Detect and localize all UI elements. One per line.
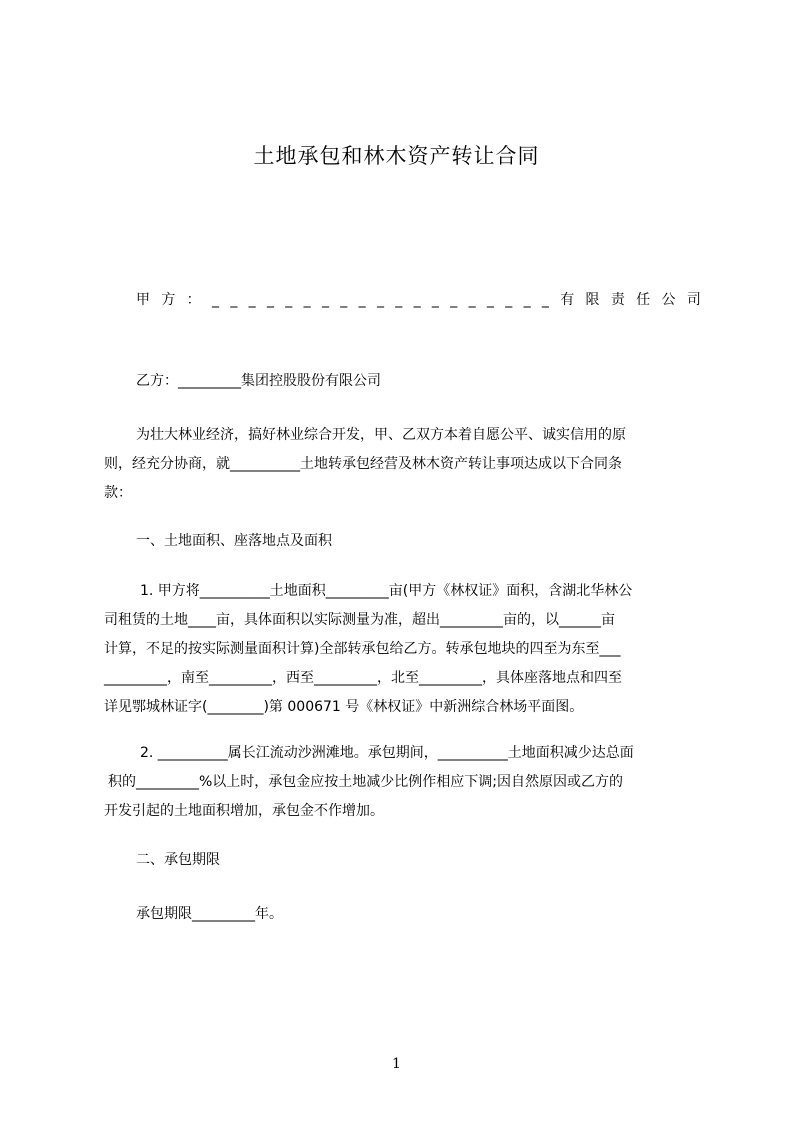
party-a-blank: _ [340,292,348,308]
clause-1-line: 1. 甲方将__________土地面积_________亩(甲方《林权证》面积，含湖北华林公 [140,583,633,599]
preamble-line: 款： [104,485,132,501]
term-line: 承包期限_________年。 [136,906,283,922]
party-a-char: 甲 [136,292,150,308]
preamble-paragraph [104,421,701,508]
clause-1-line: 计算，不足的按实际测量面积计算)全部转承包给乙方。转承包地块的四至为东至___ [104,641,621,657]
party-a-char: ： [186,292,201,308]
party-a-char: 方 [161,292,176,308]
party-a-blank: _ [523,292,531,308]
party-b-line: 乙方：_________集团控股股份有限公司 [136,373,381,389]
clause-2-line: 2. __________属长江流动沙洲滩地。承包期间，__________土地面积减少达总面 [140,745,634,761]
preamble-line: 则，经充分协商，就__________土地转承包经营及林木资产转让事项达成以下合同条 [104,456,622,472]
party-a-blank: _ [358,292,366,308]
section-2-heading: 二、承包期限 [136,852,220,868]
party-a-char: 司 [686,292,701,308]
party-a-char: 任 [636,292,651,308]
party-a-blank: _ [541,292,549,308]
preamble-line: 为壮大林业经济，搞好林业综合开发，甲、乙双方本着自愿公平、诚实信用的原 [136,427,626,443]
party-a-blank: _ [248,292,256,308]
clause-2-paragraph [104,739,701,826]
clause-1-line: 司租赁的土地____亩，具体面积以实际测量为准，超出_________亩的，以______亩 [104,612,615,628]
party-a-blank: _ [321,292,329,308]
party-a-char: 有 [560,292,575,308]
document-title: 土地承包和林木资产转让合同 [253,144,540,168]
party-a-blank: _ [468,292,476,308]
party-a-char: 责 [610,292,625,308]
clause-2-line: 积的_________%以上时，承包金应按土地减少比例作相应下调;因自然原因或乙方的 [108,774,624,790]
page-number: 1 [392,1056,401,1072]
party-a-blank: _ [450,292,458,308]
party-a-blank: _ [285,292,293,308]
party-a-blank: _ [486,292,494,308]
clause-1-line: 详见鄂城林证字(________)第 000671 号《林权证》中新洲综合林场平面图。 [104,699,584,715]
party-a-blank: _ [395,292,403,308]
party-a-blank: _ [230,292,238,308]
clause-1-paragraph [104,577,701,722]
party-a-line [136,288,701,312]
party-a-blank: _ [505,292,513,308]
party-a-char: 限 [585,292,600,308]
party-a-blank: _ [266,292,274,308]
section-1-heading: 一、土地面积、座落地点及面积 [136,533,332,549]
party-a-blank: _ [376,292,384,308]
party-a-blank: _ [211,292,219,308]
party-a-blank: _ [303,292,311,308]
party-a-blank: _ [413,292,421,308]
clause-1-line: _________，南至_________，西至_________，北至_________，具体座落地点和四至 [104,670,622,686]
party-a-char: 公 [661,292,676,308]
party-a-blank: _ [431,292,439,308]
clause-2-line: 开发引起的土地面积增加，承包金不作增加。 [104,803,384,819]
